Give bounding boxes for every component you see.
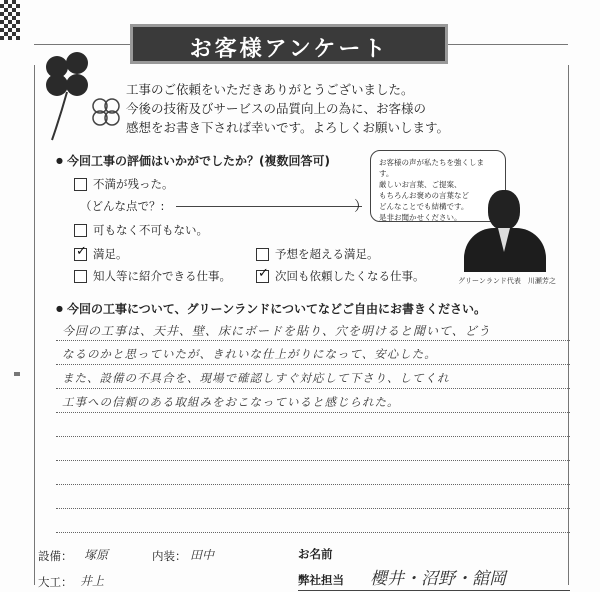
page-title: お客様アンケート <box>189 37 389 62</box>
intro-line: 工事のご依頼をいただきありがとうございました。 <box>126 82 414 97</box>
answer-line <box>56 364 570 365</box>
answer-line <box>56 532 570 533</box>
small-clover-icon <box>88 96 124 132</box>
intro-line: 今後の技術及びサービスの品質向上の為に、お客様の <box>126 101 427 116</box>
daiku-value: 井上 <box>80 574 105 588</box>
detail-input-line[interactable] <box>176 206 362 207</box>
frame-top-right-line <box>448 44 568 45</box>
paren-close: ） <box>354 199 368 215</box>
frame-right-line <box>568 65 569 585</box>
option-recommendable[interactable]: 知人等に紹介できる仕事。 <box>74 268 231 284</box>
checkbox[interactable] <box>74 270 87 283</box>
speech-bubble: お客様の声が私たちを強くします。 厳しいお言葉、ご提案、 もちろんお褒めの言葉など どんなことでも結構です。 是非お聞かせください。 <box>370 150 506 222</box>
option-neutral[interactable]: 可もなく不可もない。 <box>74 222 208 238</box>
option-beyond-expectation[interactable]: 予想を超える満足。 <box>256 246 379 262</box>
answer-line <box>56 484 570 485</box>
option-satisfied[interactable]: ✓ 満足。 <box>74 246 128 262</box>
answer-line <box>56 436 570 437</box>
daiku-label: 大工： <box>38 575 73 589</box>
option-request-again[interactable]: ✓ 次回も依頼したくなる仕事。 <box>256 268 425 284</box>
staff-value: 櫻井・沼野・舘岡 <box>370 569 506 589</box>
checkbox-checked[interactable] <box>256 270 269 283</box>
intro-line: 感想をお書き下されば幸いです。よろしくお願いします。 <box>126 120 450 135</box>
option-dissatisfied[interactable]: 不満が残った。 <box>74 176 174 192</box>
checkbox[interactable] <box>74 178 87 191</box>
answer-line <box>56 508 570 509</box>
corner-pattern <box>0 0 20 40</box>
photo-caption: グリーンランド代表 川瀬芳之 <box>458 277 556 285</box>
staff-label: 弊社担当 <box>298 573 344 587</box>
q1-heading: ● 今回工事の評価はいかがでしたか？(複数回答可) <box>56 152 330 169</box>
margin-mark <box>14 372 20 376</box>
representative-photo <box>458 188 546 272</box>
frame-left-line <box>34 65 35 585</box>
frame-top-left-line <box>34 44 130 45</box>
intro-text <box>126 80 449 137</box>
checkbox-checked[interactable] <box>74 248 87 261</box>
answer-line <box>56 412 570 413</box>
answer-line <box>56 460 570 461</box>
handwritten-answer-line: なるのかと思っていたが、きれいな仕上がりになって、安心した。 <box>62 347 437 361</box>
naisou-value: 田中 <box>190 548 215 562</box>
checkbox[interactable] <box>256 248 269 261</box>
option-detail-prompt: （どんな点で？: <box>80 199 165 213</box>
checkbox[interactable] <box>74 224 87 237</box>
handwritten-answer-line: 工事への信頼のある取組みをおこなっていると感じられた。 <box>62 395 400 409</box>
answer-line <box>56 340 570 341</box>
q2-heading: ● 今回の工事について、グリーンランドについてなどご自由にお書きください。 <box>56 300 486 317</box>
naisou-label: 内装： <box>152 549 187 563</box>
setsubi-label: 設備： <box>38 549 73 563</box>
handwritten-answer-line: また、設備の不具合を、現場で確認しすぐ対応して下さり、してくれ <box>62 371 450 385</box>
title-banner <box>130 24 448 64</box>
answer-line <box>56 388 570 389</box>
name-label: お名前 <box>298 547 333 561</box>
handwritten-answer-line: 今回の工事は、天井、壁、床にボードを貼り、穴を明けると聞いて、どう <box>62 324 491 338</box>
name-underline <box>298 590 570 591</box>
setsubi-value: 塚原 <box>84 548 109 562</box>
